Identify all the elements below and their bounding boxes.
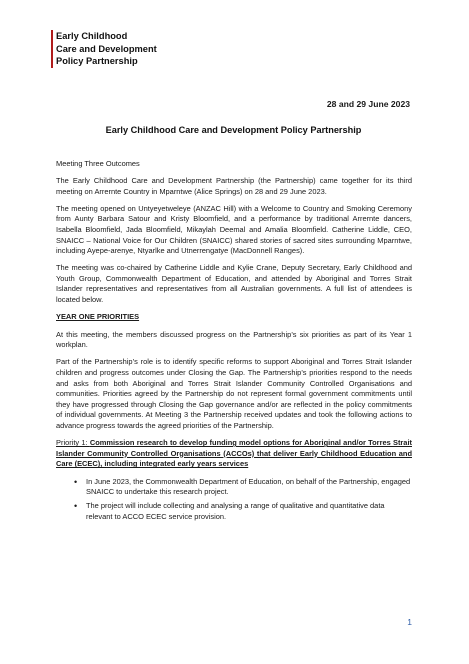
partnership-logo xyxy=(51,30,157,68)
logo-line-2: Care and Development xyxy=(56,43,157,54)
logo-line-3: Policy Partnership xyxy=(56,56,138,66)
paragraph-role: Part of the Partnership’s role is to identify specific reforms to support Aboriginal and Torres Strait Islander children and progress outcomes under Closing the Gap. The Partnership’s priorities respond to the needs and asks from both Aboriginal and Torres Strait Islander Community Controlled Organisations and communities. Priorities agreed by the Partnership do not represent formal government commitments until they have progressed through Closing the Gap governance and/or are reflected in the policy commitments of individual governments. At Meeting 3 the Partnership received updates and took the following actions to advance progress towards the agreed priorities of the Partnership. xyxy=(56,357,412,430)
page-number: 1 xyxy=(407,617,412,627)
document-body xyxy=(56,159,412,525)
priority-1-heading xyxy=(56,438,412,470)
priority-1-label: Priority 1: xyxy=(56,438,90,448)
meeting-date: 28 and 29 June 2023 xyxy=(326,99,410,109)
logo-line-1: Early Childhood xyxy=(56,31,128,41)
paragraph-intro: The Early Childhood Care and Development Partnership (the Partnership) came together for its third meeting on Arrernte Country in Mparntwe (Alice Springs) on 28 and 29 June 2023. xyxy=(56,176,412,196)
paragraph-progress: At this meeting, the members discussed progress on the Partnership’s six priorities as part of its Year 1 workplan. xyxy=(56,329,412,350)
paragraph-chairs: The meeting was co-chaired by Catherine Liddle and Kylie Crane, Deputy Secretary, Early Childhood and Youth Group, Commonwealth Department of Education, and attended by Aboriginal and Torres Strait Islander representatives and representatives from all Australian governments. A full list of attendees is located below. xyxy=(56,263,412,305)
priority-1-text: Commission research to develop funding model options for Aboriginal and/or Torres Strait Islander Community Controlled Organisations (ACCOs) that deliver Early Childhood Education and Care (ECEC), including integrated early years services xyxy=(56,438,412,469)
priority-1-bullets xyxy=(56,477,412,522)
paragraph-opening: The meeting opened on Untyeyetweleye (ANZAC Hill) with a Welcome to Country and Smoking Ceremony from Aunty Barbara Satour and Kristy Bloomfield, and a performance by traditional Arrernte dancers, Isabella Bloomfield, Jada Bloomfield, Mikaylah Deemal and Amalia Bloomfield. Catherine Liddle, CEO, SNAICC – National Voice for Our Children (SNAICC) shared stories of sacred sites surrounding Mparntwe, including Ayepe-arenye, Ntyarlke and Utnerrengatye (MacDonnell Ranges). xyxy=(56,203,412,256)
meeting-heading: Meeting Three Outcomes xyxy=(56,159,140,168)
document-title: Early Childhood Care and Development Policy Partnership xyxy=(105,125,362,135)
bullet-item: • In June 2023, the Commonwealth Department of Education, on behalf of the Partnership, engaged SNAICC to undertake this research project. xyxy=(74,477,412,498)
bullet-item: • The project will include collecting and analysing a range of qualitative and quantitative data relevant to ACCO ECEC service provision. xyxy=(74,501,412,522)
section-heading-priorities: YEAR ONE PRIORITIES xyxy=(56,312,140,322)
